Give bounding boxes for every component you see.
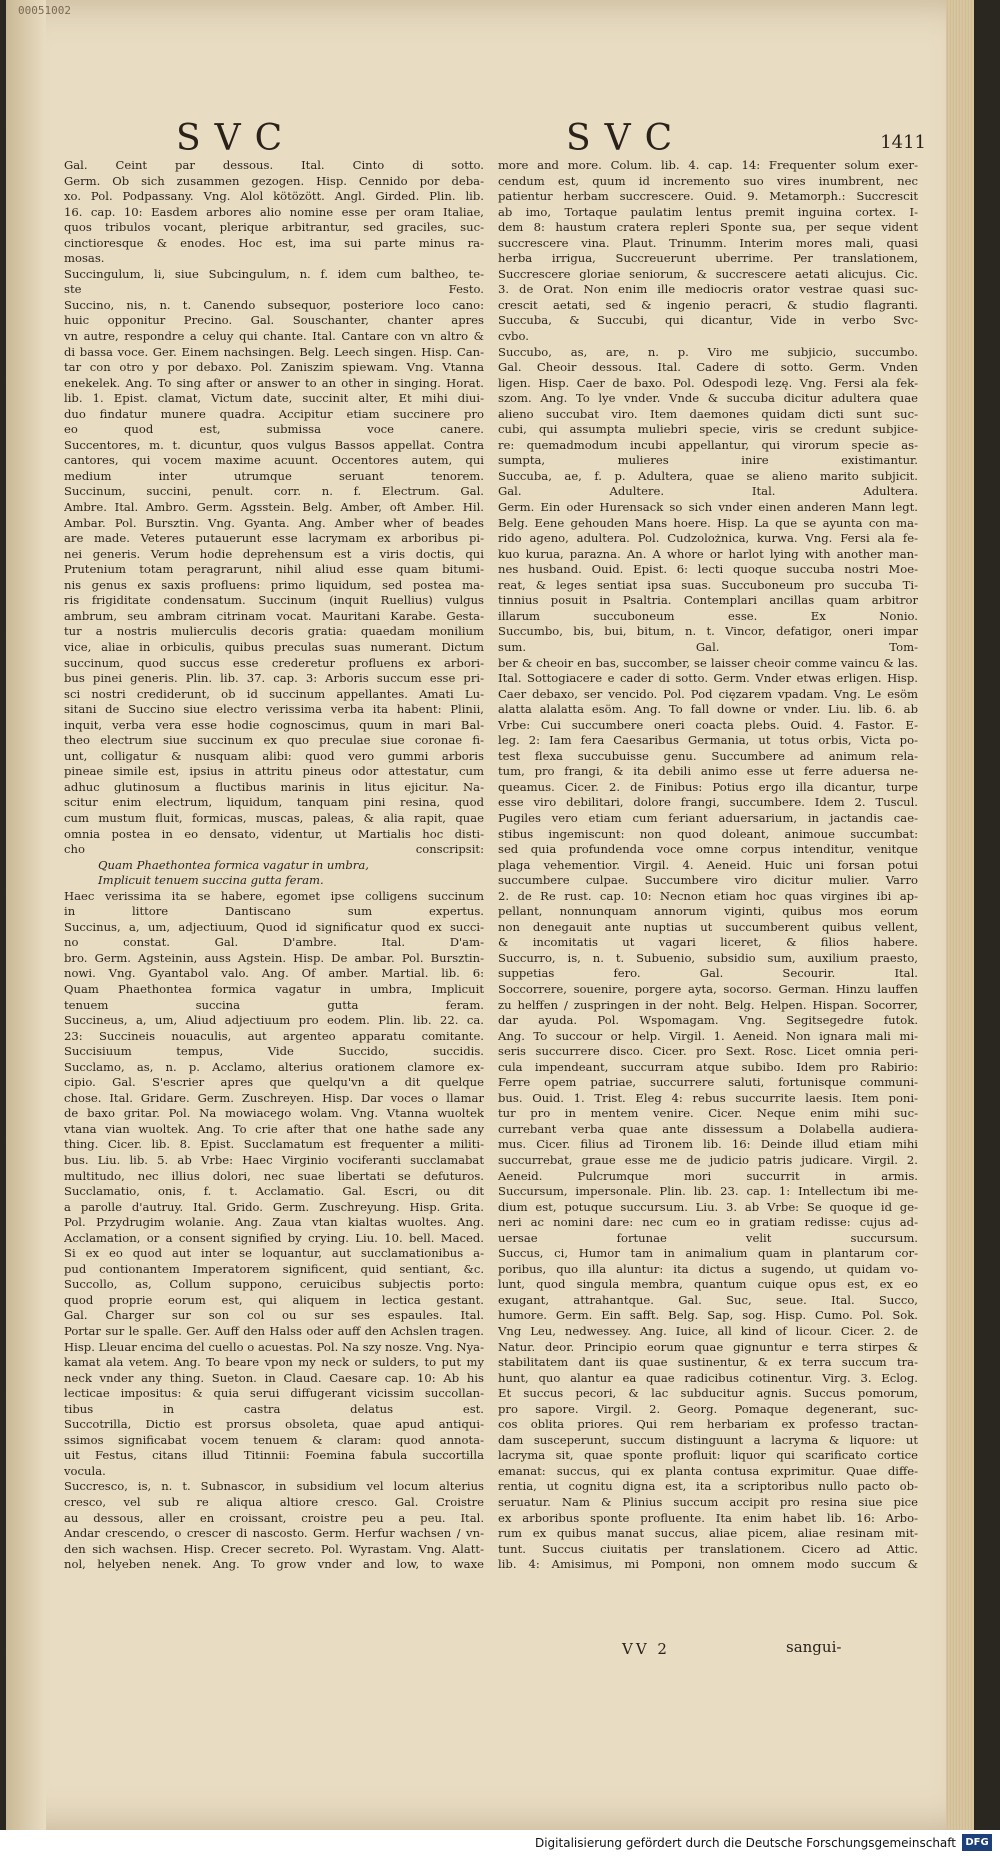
text-line: Succotrilla, Dictio est prorsus obsoleta, quae apud antiqui- (64, 1417, 484, 1432)
text-line: unt, colligatur & nusquam alibi: quod vero gummi arboris (64, 748, 484, 763)
text-line: cantores, qui vocem maxime acuunt. Occentores autem, qui (64, 453, 484, 468)
text-line: Vng Leu, nedwessey. Ang. Iuice, all kind of licour. Cicer. 2. de (498, 1324, 918, 1339)
text-line: more and more. Colum. lib. 4. cap. 14: Frequenter solum exer- (498, 158, 918, 172)
text-line: illarum succuboneum esse. Ex Nonio. (498, 608, 918, 623)
signature-mark: VV 2 (622, 1640, 670, 1658)
text-line: non denegauit ante nuptias ut succumberent quibus vellent, (498, 919, 918, 934)
text-line: vocula. (64, 1463, 106, 1478)
text-line: den sich wachsen. Hisp. Crecer secreto. Pol. Wyrastam. Vng. Alatt- (64, 1541, 484, 1556)
text-line: leg. 2: Iam fera Caesaribus Germania, ut totus orbis, Victa po- (498, 733, 918, 748)
text-line: Succino, nis, n. t. Canendo subsequor, posteriore loco cano: (64, 297, 484, 312)
text-line: pellant, nonnunquam annorum viginti, quibus mos eorum (498, 904, 918, 919)
text-line: hunt, quo alantur ea quae radicibus cotinentur. Virg. 3. Eclog. (498, 1370, 918, 1385)
text-line: Gal. Cheoir dessous. Ital. Cadere di sotto. Germ. Vnden (498, 360, 918, 375)
text-line: tum, pro frangi, & ita debili animo esse ut ferre aduersa ne- (498, 764, 918, 779)
text-line: multitudo, nec illius dolori, nec suae libertati se defuturos. (64, 1168, 484, 1183)
running-head-left: SVC (176, 118, 297, 159)
text-line: emanat: succus, qui ex planta contusa exprimitur. Quae diffe- (498, 1463, 918, 1478)
text-line: cum mustum fluit, formicas, muscas, paleas, & alia rapit, quae (64, 810, 484, 825)
text-line: Succursum, impersonale. Plin. lib. 23. cap. 1: Intellectum ibi me- (498, 1184, 918, 1199)
text-line: Gal. Adultere. Ital. Adultera. (498, 484, 918, 499)
text-line: seruatur. Nam & Plinius succum accipit pro resina siue pice (498, 1495, 918, 1510)
text-line: adhuc glutinosum a fluctibus marinis in litus ejicitur. Na- (64, 779, 484, 794)
text-line: neck vnder any thing. Sueton. in Claud. Caesare cap. 10: Ab his (64, 1370, 484, 1385)
text-line: 2. de Re rust. cap. 10: Necnon etiam hoc quas virgines ibi ap- (498, 888, 918, 903)
text-line: Acclamation, or a consent signified by crying. Liu. 10. bell. Maced. (64, 1230, 484, 1245)
text-line: Ferre opem patriae, succurrere saluti, fortunisque communi- (498, 1075, 918, 1090)
text-line: Gal. Ceint par dessous. Ital. Cinto di sotto. (64, 158, 484, 172)
text-line: tibus in castra delatus est. (64, 1401, 484, 1416)
text-line: ris frigiditate condensatum. Succinum (inquit Ruellius) vulgus (64, 593, 484, 608)
text-line: tunt. Succus ciuitatis per translationem. Cicero ad Attic. (498, 1541, 918, 1556)
text-line: Succubo, as, are, n. p. Viro me subjicio, succumbo. (498, 344, 918, 359)
text-line: bro. Germ. Agsteinin, auss Agstein. Hisp. De ambar. Pol. Bursztin- (64, 950, 484, 965)
text-line: kuo kurua, parazna. An. A whore or harlot lying with another man- (498, 546, 918, 561)
text-line: Ambar. Pol. Bursztin. Vng. Gyanta. Ang. Amber wher of beades (64, 515, 484, 530)
text-line: Succentores, m. t. dicuntur, quos vulgus Bassos appellat. Contra (64, 437, 484, 452)
text-line: alieno succubat viro. Item daemones quidam dicti sunt suc- (498, 406, 918, 421)
text-line: duo findatur munere quadra. Accipitur etiam succinere pro (64, 406, 484, 421)
text-line: Portar sur le spalle. Ger. Auff den Halss oder auff den Achslen tragen. (64, 1324, 484, 1339)
text-line: Succlamo, as, n. p. Acclamo, alterius orationem clamore ex- (64, 1059, 484, 1074)
text-line: dar ayuda. Pol. Wspomagam. Vng. Segitsegedre futok. (498, 1013, 918, 1028)
text-line: Vrbe: Cui succumbere oneri coacta plebs. Ouid. 4. Fastor. E- (498, 717, 918, 732)
text-line: humore. Germ. Ein safft. Belg. Sap, sog. Hisp. Cumo. Pol. Sok. (498, 1308, 918, 1323)
text-line: patientur herbam succrescere. Ouid. 9. Metamorph.: Succrescit (498, 189, 918, 204)
text-line: ex arboribus sponte profluente. Ita enim habet lib. 16: Arbo- (498, 1510, 918, 1525)
text-line: pineae simile est, ipsius in attritu pineus odor attestatur, cum (64, 764, 484, 779)
text-line: Succisiuum tempus, Vide Succido, succidis. (64, 1044, 484, 1059)
text-line: 23: Succineis nouaculis, aut argenteo apparatu comitante. (64, 1028, 484, 1043)
text-line: plaga vehementior. Virgil. 4. Aeneid. Huic uni forsan potui (498, 857, 918, 872)
text-line: chose. Ital. Gridare. Germ. Zuschreyen. Hisp. Dar voces o llamar (64, 1090, 484, 1105)
text-line: tur a nostris mulierculis decoris gratia: quaedam monilium (64, 624, 484, 639)
text-line: cendum est, quum id incremento suo vires inumbrent, nec (498, 173, 918, 188)
text-line: Succinum, succini, penult. corr. n. f. Electrum. Gal. (64, 484, 484, 499)
text-line: Ambre. Ital. Ambro. Germ. Agsstein. Belg. Amber, oft Amber. Hil. (64, 500, 484, 515)
text-line: ambrum, seu ambram citrinam vocat. Mauritani Karabe. Gesta- (64, 608, 484, 623)
text-line: dam susceperunt, succum distinguunt a lacryma & liquore: ut (498, 1432, 918, 1447)
text-line: Quam Phaethontea formica vagatur in umbra, Implicuit (64, 981, 484, 996)
text-line: Aeneid. Pulcrumque mori succurrit in armis. (498, 1168, 918, 1183)
text-line: esse viro debilitari, dolore frangi, succumbere. Idem 2. Tuscul. (498, 795, 918, 810)
text-line: omnia postea in eo densato, videntur, ut Martialis hoc disti- (64, 826, 484, 841)
text-line: kamat ala vetem. Ang. To beare vpon my neck or sulders, to put my (64, 1355, 484, 1370)
text-line: re: quemadmodum incubi appellantur, qui virorum specie as- (498, 437, 918, 452)
text-line: de baxo gritar. Pol. Na mowiacego wolam. Vng. Vtanna wuoltek (64, 1106, 484, 1121)
text-line: neri ac nomini dare: nec cum eo in gratiam redisse: cujus ad- (498, 1215, 918, 1230)
text-line: stabilitatem dant iis quae sustinentur, & ex terra succum tra- (498, 1355, 918, 1370)
text-line: Succinus, a, um, adjectiuum, Quod id significatur quod ex succi- (64, 919, 484, 934)
text-line: cos oblita priores. Qui rem herbariam ex professo tractan- (498, 1417, 918, 1432)
book-page (6, 0, 974, 1830)
shelf-mark: 00051002 (18, 4, 71, 17)
text-line: Succollo, as, Collum suppono, ceruicibus subjectis porto: (64, 1277, 484, 1292)
footer-credit: Digitalisierung gefördert durch die Deutsche Forschungsgemeinschaft (534, 1836, 956, 1850)
text-line: crescit aetati, sed & ingenio peracri, & studio flagranti. (498, 297, 918, 312)
text-line: Natur. deor. Principio eorum quae gignuntur e terra stirpes & (498, 1339, 918, 1354)
text-line: Germ. Ein oder Hurensack so sich vnder einen anderen Mann legt. (498, 500, 918, 515)
text-line: sci nostri crediderunt, ob id succinum appellantes. Amati Lu- (64, 686, 484, 701)
text-line: cvbo. (498, 329, 529, 344)
text-line: theo electrum siue succinum ex quo preculae siue coronae fi- (64, 733, 484, 748)
text-line: rum ex quibus manat succus, aliae picem, aliae resinam mit- (498, 1526, 918, 1541)
text-line: Gal. Charger sur son col ou sur ses espaules. Ital. (64, 1308, 484, 1323)
text-line: Implicuit tenuem succina gutta feram. (98, 873, 324, 888)
text-line: Succus, ci, Humor tam in animalium quam in plantarum cor- (498, 1246, 918, 1261)
text-line: Et succus pecori, & lac subducitur agnis. Succus pomorum, (498, 1386, 918, 1401)
text-line: sum. Gal. Tom- (498, 639, 918, 654)
text-line: sitani de Succino siue electro verissima verba ita habent: Plinii, (64, 702, 484, 717)
text-line: test flexa succubuisse genu. Succumbere ad animum rela- (498, 748, 918, 763)
text-line: Succresco, is, n. t. Subnascor, in subsidium vel locum alterius (64, 1479, 484, 1494)
text-line: cho conscripsit: (64, 842, 484, 857)
text-line: Succingulum, li, siue Subcingulum, n. f. idem cum baltheo, te- (64, 266, 484, 281)
text-line: Quam Phaethontea formica vagatur in umbra, (98, 857, 369, 872)
text-line: mus. Cicer. filius ad Tironem lib. 16: Deinde illud etiam mihi (498, 1137, 918, 1152)
text-line: cula impendeant, succurram atque subibo. Idem pro Rabirio: (498, 1059, 918, 1074)
right-column (498, 158, 918, 1573)
text-line: di bassa voce. Ger. Einem nachsingen. Belg. Leech singen. Hisp. Can- (64, 344, 484, 359)
text-line: zu helffen / zuspringen in der noht. Belg. Helpen. Hispan. Socorrer, (498, 997, 918, 1012)
text-line: dem 8: haustum cratera repleri Sponte sua, per seque vident (498, 220, 918, 235)
text-line: stibus ingemiscunt: non quod doleant, animoue succumbat: (498, 826, 918, 841)
text-line: sumpta, mulieres inire existimantur. (498, 453, 918, 468)
text-line: Succumbo, bis, bui, bitum, n. t. Vincor, defatigor, oneri impar (498, 624, 918, 639)
text-line: Ang. To succour or help. Virgil. 1. Aeneid. Non ignara mali mi- (498, 1028, 918, 1043)
text-line: scitur enim electrum, liquidum, tanquam pini resina, quod (64, 795, 484, 810)
text-line: Hisp. Lleuar encima del cuello o acuestas. Pol. Na szy nosze. Vng. Nya- (64, 1339, 484, 1354)
text-line: no constat. Gal. D'ambre. Ital. D'am- (64, 935, 484, 950)
text-line: lunt, quod singula membra, quantum cuique opus est, ex eo (498, 1277, 918, 1292)
text-line: nis genus ex saxis profluens: primo liquidum, sed postea ma- (64, 577, 484, 592)
page-gutter (6, 0, 46, 1830)
text-line: Soccorrere, souenire, porgere ayta, socorso. German. Hinzu lauffen (498, 981, 918, 996)
text-line: succumbere culpae. Succumbere viro dicitur mulier. Varro (498, 873, 918, 888)
text-line: szom. Ang. To lye vnder. Vnde & succuba dicitur adultera quae (498, 391, 918, 406)
text-line: cipio. Gal. S'escrier apres que quelqu'vn a dit quelque (64, 1075, 484, 1090)
text-line: 3. de Orat. Non enim ille mediocris orator vestrae quasi suc- (498, 282, 918, 297)
text-line: bus. Ouid. 1. Trist. Eleg 4: rebus succurrite laesis. Item poni- (498, 1090, 918, 1105)
text-line: suppetias fero. Gal. Secourir. Ital. (498, 966, 918, 981)
text-line: ste Festo. (64, 282, 484, 297)
catchword: sangui- (786, 1638, 842, 1656)
text-line: succrescere vina. Plaut. Trinumm. Interim mores mali, quasi (498, 235, 918, 250)
text-line: mosas. (64, 251, 105, 266)
text-line: cubi, qui assumpta muliebri specie, viris se credunt subjice- (498, 422, 918, 437)
text-line: huic opponitur Precino. Gal. Souschanter, chanter apres (64, 313, 484, 328)
text-line: lecticae impositus: & quia serui diffugerant vicissim succollan- (64, 1386, 484, 1401)
text-line: Prutenium totam peragrarunt, nihil aliud esse quam bitumi- (64, 562, 484, 577)
text-line: ssimos significabat vocem tenuem & claram: quod annota- (64, 1432, 484, 1447)
text-line: alatta alalatta esöm. Ang. To fall downe or vnder. Liu. lib. 6. ab (498, 702, 918, 717)
text-line: tur pro in mentem venire. Cicer. Neque enim mihi suc- (498, 1106, 918, 1121)
text-line: & incomitatis ut vagari liceret, & filios habere. (498, 935, 918, 950)
text-line: Andar crescendo, o crescer di nascosto. Germ. Herfur wachsen / vn- (64, 1526, 484, 1541)
text-line: dium est, potuque succursum. Liu. 3. ab Vrbe: Se quoque id ge- (498, 1199, 918, 1214)
text-line: reat, & leges sentiat ipsa suas. Succuboneum pro succuba Ti- (498, 577, 918, 592)
text-line: lacryma sit, quae sponte profluit: liquor qui scarificato cortice (498, 1448, 918, 1463)
text-line: vice, aliae in orbiculis, quibus preculas suas numerant. Dictum (64, 639, 484, 654)
text-line: Succrescere gloriae seniorum, & succrescere aetati alicujus. Cic. (498, 266, 918, 281)
text-line: Succuba, ae, f. p. Adultera, quae se alieno marito subjicit. (498, 468, 918, 483)
text-line: ab imo, Tortaque paulatim lentus premit inguina cortex. I- (498, 204, 918, 219)
page-number: 1411 (880, 132, 926, 153)
text-line: are made. Veteres putauerunt esse lacrymam ex arboribus pi- (64, 531, 484, 546)
text-line: sed quia profundenda voce omne corpus intenditur, venitque (498, 842, 918, 857)
footer-bar (0, 1830, 1000, 1856)
text-line: pud contionantem Imperatorem significent, quid sentiant, &c. (64, 1261, 484, 1276)
text-line: tinnius posuit in Psaltria. Contemplari ancillas quam arbitror (498, 593, 918, 608)
text-line: herba irrigua, Succreuerunt uberrime. Per translationem, (498, 251, 918, 266)
text-line: au dessous, aller en croissant, croistre peu a peu. Ital. (64, 1510, 484, 1525)
text-line: succinum, quod succus esse crederetur profluens ex arbori- (64, 655, 484, 670)
text-line: lib. 1. Epist. clamat, Victum date, succinit alter, Et mihi diui- (64, 391, 484, 406)
text-line: eo quod est, submissa voce canere. (64, 422, 484, 437)
text-line: medium inter utrumque seruant tenorem. (64, 468, 484, 483)
text-line: ligen. Hisp. Caer de baxo. Pol. Odespodi lezę. Vng. Fersi ala fek- (498, 375, 918, 390)
text-line: Succuba, & Succubi, qui dicantur, Vide in verbo Svc- (498, 313, 918, 328)
text-line: Germ. Ob sich zusammen gezogen. Hisp. Cennido por deba- (64, 173, 484, 188)
text-line: Haec verissima ita se habere, egomet ipse colligens succinum (64, 888, 484, 903)
text-line: 16. cap. 10: Easdem arbores alio nomine esse per oram Italiae, (64, 204, 484, 219)
text-line: rentia, ut cognitu digna est, ita a scriptoribus nullo pacto ob- (498, 1479, 918, 1494)
text-line: succurrebat, graue esse me de judicio patris judicare. Virgil. 2. (498, 1153, 918, 1167)
text-line: bus. Liu. lib. 5. ab Vrbe: Haec Virginio vociferanti succlamabat (64, 1153, 484, 1167)
text-line: bus pinei generis. Plin. lib. 37. cap. 3: Arboris succum esse pri- (64, 671, 484, 686)
text-line: Caer debaxo, ser vencido. Pol. Pod cięzarem vpadam. Vng. Le esöm (498, 686, 918, 701)
text-line: quod proprie eorum est, qui aliquem in lectica gestant. (64, 1292, 484, 1307)
text-line: Belg. Eene gehouden Mans hoere. Hisp. La que se ayunta con ma- (498, 515, 918, 530)
text-line: nol, helyeben nenek. Ang. To grow vnder and low, to waxe (64, 1557, 484, 1572)
text-line: poribus, quo illa aluntur: ita dictus a sugendo, ut quidam vo- (498, 1261, 918, 1276)
text-line: uersae fortunae velit succursum. (498, 1230, 918, 1245)
dfg-logo: DFG (962, 1834, 992, 1851)
text-line: Ital. Sottogiacere e cader di sotto. Germ. Vnder etwas erligen. Hisp. (498, 671, 918, 686)
text-line: queamus. Cicer. 2. de Finibus: Potius ergo illa dicantur, turpe (498, 779, 918, 794)
text-line: tar con otro y por debaxo. Pol. Zaniszim spiewam. Vng. Vtanna (64, 360, 484, 375)
text-line: cresco, vel sub re aliqua altiore cresco. Gal. Croistre (64, 1495, 484, 1510)
text-line: uit Festus, citans illud Titinnii: Foemina fabula succortilla (64, 1448, 484, 1463)
text-line: ber & cheoir en bas, succomber, se laisser cheoir comme vaincu & las. (498, 655, 918, 670)
left-column (64, 158, 484, 1573)
text-line: Succineus, a, um, Aliud adjectiuum pro eodem. Plin. lib. 22. ca. (64, 1013, 484, 1028)
text-line: a parolle d'autruy. Ital. Grido. Germ. Zuschreyung. Hisp. Grita. (64, 1199, 484, 1214)
text-line: enekelek. Ang. To sing after or answer to an other in singing. Horat. (64, 375, 484, 390)
text-line: Pugiles vero etiam cum feriant aduersarium, in jactandis cae- (498, 810, 918, 825)
text-line: nes husband. Ouid. Epist. 6: lecti quoque succuba nostri Moe- (498, 562, 918, 577)
text-line: lib. 4: Amisimus, mi Pomponi, non omnem modo succum & (498, 1557, 918, 1572)
text-line: in littore Dantiscano sum expertus. (64, 904, 484, 919)
text-line: quos tribulos vocant, plerique arbitrantur, sed graciles, suc- (64, 220, 484, 235)
page-fore-edge (946, 0, 974, 1830)
text-line: exugant, attrahantque. Gal. Suc, seue. Ital. Succo, (498, 1292, 918, 1307)
text-line: thing. Cicer. lib. 8. Epist. Succlamatum est frequenter a militi- (64, 1137, 484, 1152)
text-line: vtana vian wuoltek. Ang. To crie after that one hathe sade any (64, 1121, 484, 1136)
running-head (66, 118, 946, 162)
text-line: inquit, verba vera esse hodie cognoscimus, quum in mari Bal- (64, 717, 484, 732)
text-line: Si ex eo quod aut inter se loquantur, aut succlamationibus a- (64, 1246, 484, 1261)
text-line: xo. Pol. Podpassany. Vng. Alol kötözött. Angl. Girded. Plin. lib. (64, 189, 484, 204)
text-line: vn autre, respondre a celuy qui chante. Ital. Cantare con vn altro & (64, 329, 484, 344)
text-line: seris succurrere disco. Cicer. pro Sext. Rosc. Licet omnia peri- (498, 1044, 918, 1059)
text-line: rido ageno, adultera. Pol. Cudzolożnica, kurwa. Vng. Fersi ala fe- (498, 531, 918, 546)
text-line: Pol. Przydrugim wolanie. Ang. Zaua vtan kialtas wuoltes. Ang. (64, 1215, 484, 1230)
text-line: Succlamatio, onis, f. t. Acclamatio. Gal. Escri, ou dit (64, 1184, 484, 1199)
text-line: currebant verba quae ante dissessum a Dolabella audiera- (498, 1121, 918, 1136)
text-line: tenuem succina gutta feram. (64, 997, 484, 1012)
text-line: pro sapore. Virgil. 2. Georg. Pomaque degenerant, suc- (498, 1401, 918, 1416)
text-line: nowi. Vng. Gyantabol valo. Ang. Of amber. Martial. lib. 6: (64, 966, 484, 981)
text-line: cinctioresque & enodes. Hoc est, ima sui parte minus ra- (64, 235, 484, 250)
text-line: nei generis. Verum hodie deprehensum est a viris doctis, qui (64, 546, 484, 561)
text-line: Succurro, is, n. t. Subuenio, subsidio sum, auxilium praesto, (498, 950, 918, 965)
running-head-right: SVC (566, 118, 687, 159)
